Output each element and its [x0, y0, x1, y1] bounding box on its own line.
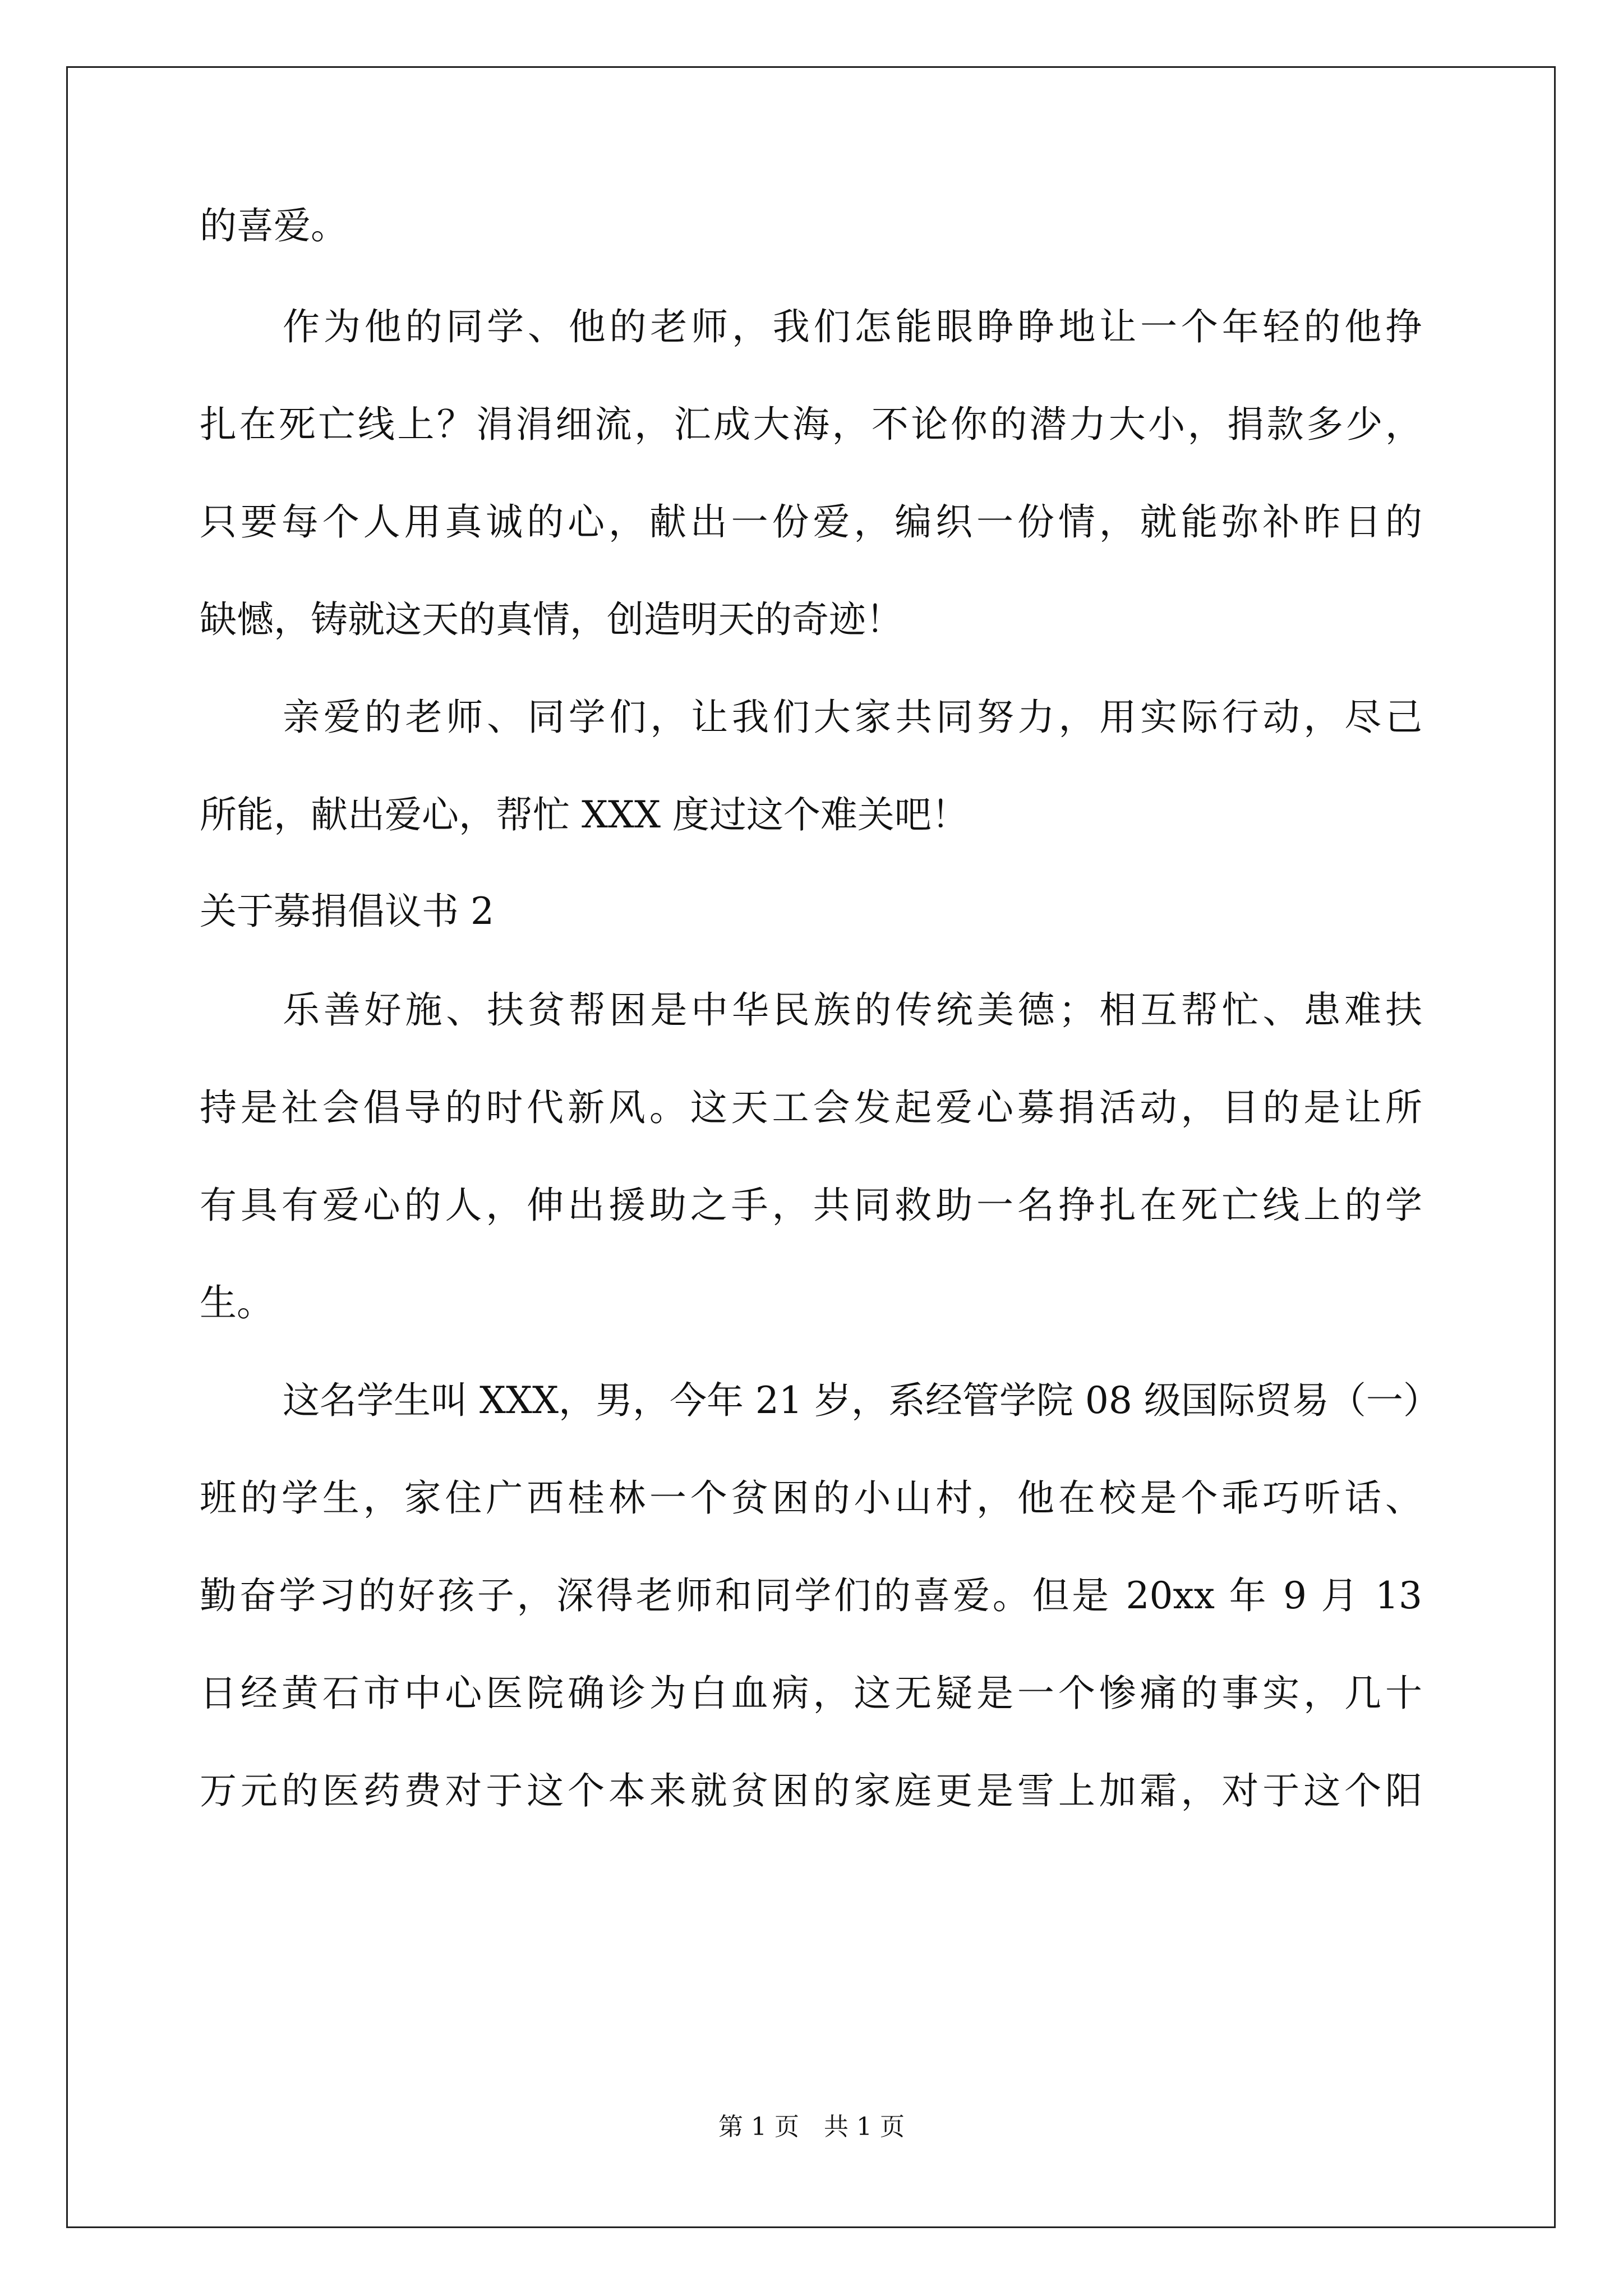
text-line: 缺憾，铸就这天的真情，创造明天的奇迹！: [200, 598, 903, 641]
page-footer: 第 1 页 共 1 页: [718, 2113, 905, 2141]
text-line: 作为他的同学、他的老师，我们怎能眼睁睁地让一个年轻的他挣: [283, 305, 1422, 348]
text-line: 万元的医药费对于这个本来就贫困的家庭更是雪上加霜，对于这个阳: [200, 1769, 1422, 1812]
text-line: 只要每个人用真诚的心，献出一份爱，编织一份情，就能弥补昨日的: [200, 500, 1422, 544]
text-line: 的喜爱。: [200, 204, 348, 247]
text-line: 日经黄石市中心医院确诊为白血病，这无疑是一个惨痛的事实，几十: [200, 1672, 1422, 1715]
text-line: 亲爱的老师、同学们，让我们大家共同努力，用实际行动，尽己: [283, 696, 1422, 739]
text-line: 勤奋学习的好孩子，深得老师和同学们的喜爱。但是 20xx 年 9 月 13: [200, 1574, 1422, 1617]
section-heading: 关于募捐倡议书 2: [200, 890, 494, 933]
page-border: [66, 66, 1556, 2228]
text-line: 乐善好施、扶贫帮困是中华民族的传统美德；相互帮忙、患难扶: [283, 988, 1422, 1032]
text-line: 有具有爱心的人，伸出援助之手，共同救助一名挣扎在死亡线上的学: [200, 1184, 1422, 1227]
text-line: 班的学生，家住广西桂林一个贫困的小山村，他在校是个乖巧听话、: [200, 1476, 1422, 1520]
text-line: 所能，献出爱心，帮忙 XXX 度过这个难关吧！: [200, 793, 969, 836]
text-line: 生。: [200, 1281, 274, 1324]
text-line: 这名学生叫 XXX，男，今年 21 岁，系经管学院 08 级国际贸易（一）: [283, 1379, 1440, 1422]
text-line: 持是社会倡导的时代新风。这天工会发起爱心募捐活动，目的是让所: [200, 1086, 1422, 1129]
text-line: 扎在死亡线上？涓涓细流，汇成大海，不论你的潜力大小，捐款多少，: [200, 403, 1422, 446]
